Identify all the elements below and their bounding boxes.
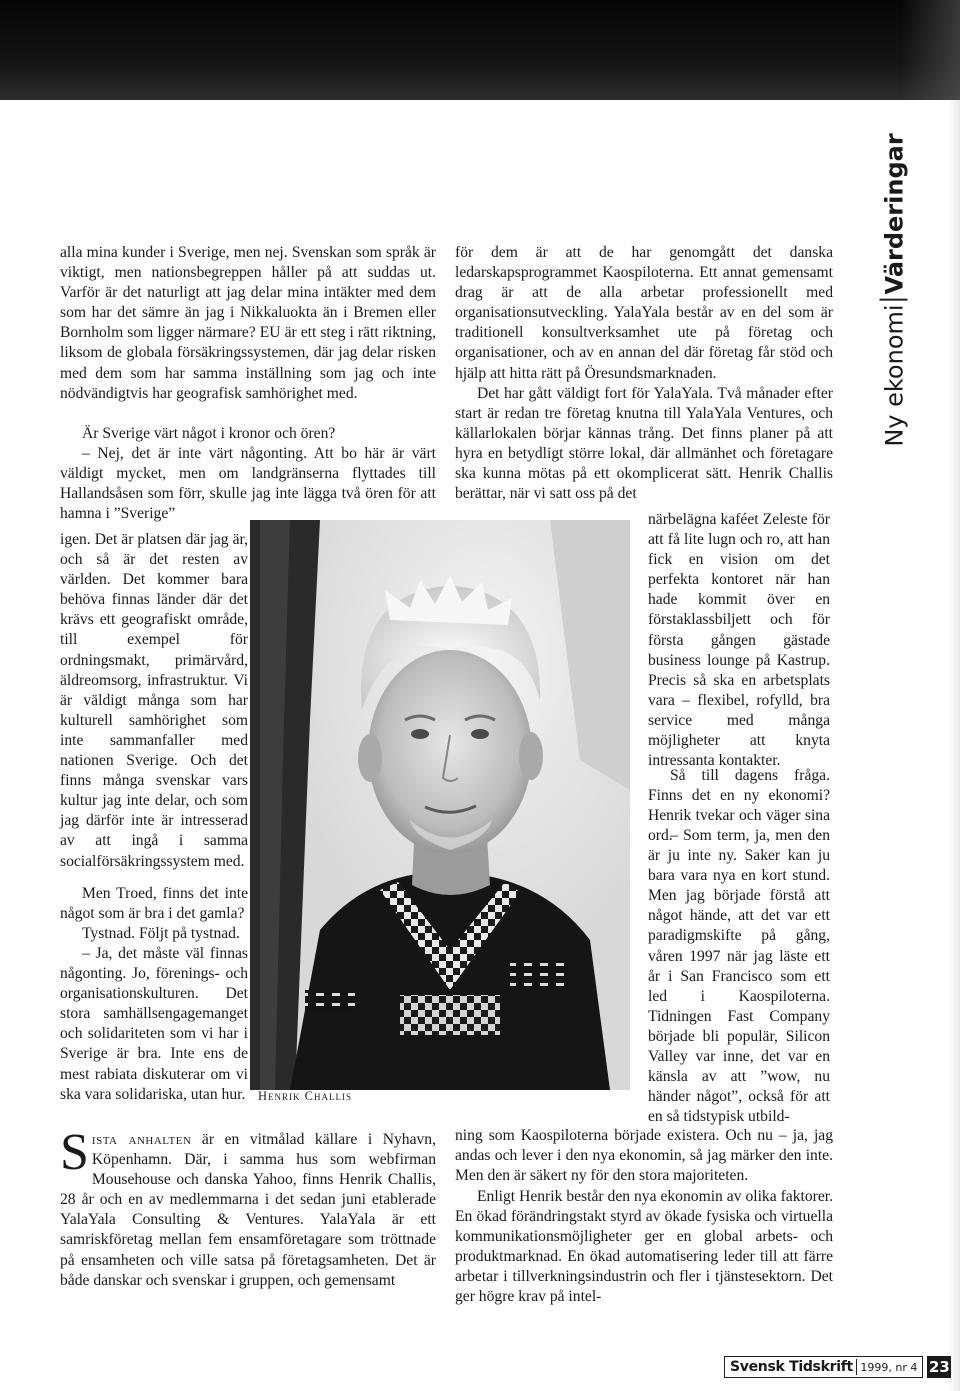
col2-paragraph-2a: Det har gått väldigt fort för YalaYala. Två månader efter start är redan tre företag knutna till YalaYala Ventures, och källarlokalen börjar kännas trång. Det finns planer på att hyra en betydligt större lokal, där allmänhet och företagare ska kunna mötas på ett okomplicerat sätt. Henrik Challis berättar, när vi satt oss på det <box>455 385 833 503</box>
section-label <box>866 133 922 447</box>
col1-paragraph-3a: – Nej, det är inte värt någonting. Att bo här är värt väldigt mycket, men om landgränserna flyttades till Hallandsåsen som förr, skulle jag inte lägga två ören för att hamna i ”Sverige” <box>60 445 436 523</box>
page-edge-shadow <box>948 100 960 1391</box>
col2-paragraph-4b: ning som Kaospiloterna började existera. Och nu – ja, jag andas och lever i den nya ekonomin, så jag märker den inte. Men den är säkert ny för den stora majoriteten. <box>455 1127 833 1185</box>
page-footer <box>724 1355 951 1379</box>
issue-label: 1999, nr 4 <box>860 1360 918 1374</box>
footer-box <box>724 1356 923 1378</box>
drop-cap: S <box>60 1124 89 1181</box>
col2-paragraph-5: Enligt Henrik består den nya ekonomin av olika faktorer. En ökad förändringstakt styrd av ökade fysiska och virtuella kommunikationsmöjligheter ger en global arbets- och produktmarknad. En ökad automatisering leder till att färre arbetar i tillverkningsindustrin och fler i tjänstesektorn. Det ger högre krav på intel- <box>455 1188 833 1306</box>
magazine-name: Svensk Tidskrift <box>730 1359 853 1375</box>
col2-paragraph-1: för dem är att de har genomgått det danska ledarskapsprogrammet Kaospiloterna. Ett annat gemensamt drag är att de alla arbetar professionellt med organisationsutveckling. YalaYala består av en del som är traditionell konsultverksamhet ute på företag och organisationer, och av en annan del där företag får stöd och hjälp att hitta rätt på Öresundsmarknaden. <box>455 244 833 382</box>
col2-paragraph-4a: – Som term, ja, men den är ju inte ny. Saker kan ju bara vara nya en kort stund. Men jag började förstå att något hände, att det var ett paradigmskifte på gång, våren 1997 när jag läste ett år i San Francisco som ett led i Kaospiloterna. Tidningen Fast Company började bli populär, Silicon Valley var inne, det var en känsla av att ”wow, nu händer något”, också för att en så tidstypisk utbild- <box>648 827 830 1126</box>
col1-paragraph-2: Är Sverige värt något i kronor och ören? <box>82 425 336 442</box>
col2-paragraph-2b: närbelägna kaféet Zeleste för att få lite lugn och ro, att han fick en vision om det perfekta kontoret när han hade kommit över en förstaklassbiljett och för första gången gästade business lounge på Kastrup. Precis så ska en arbetsplats vara – flexibel, rofylld, bra service med många möjligheter att knyta intressanta kontakter. <box>648 511 830 770</box>
bottom-intro-text: är en vitmålad källare i Nyhavn, Köpenhamn. Där, i samma hus som webfirman Mousehouse och danska Yahoo, finns Henrik Challis, 28 år och en av medlemmarna i det sedan juni etablerade YalaYala Consulting & Ventures. YalaYala är ett samriskföretag mellan fem ensamföretagare som tröttnade på ensamheten och ville satsa på företagsamheten. Det är både danskar och svenskar i gruppen, och gemensamt <box>60 1131 436 1289</box>
page-number: 23 <box>928 1358 950 1376</box>
col1-paragraph-1: alla mina kunder i Sverige, men nej. Svenskan som språk är viktigt, men nationsbegreppen håller på att suddas ut. Varför är det naturligt att jag delar mina intäkter med dem som har det sämre än jag i Nikkaluokta än i Bremen eller Bornholm som ligger närmare? EU är ett steg i rätt riktning, liksom de globala försäkringssystemen, där jag delar risken med dem som har samma inställning som jag och inte nödvändigtvis har geografisk samhörighet med. <box>60 244 436 402</box>
col1-paragraph-5: Tystnad. Följt på tystnad. <box>82 925 240 942</box>
footer-divider <box>856 1359 858 1375</box>
scan-top-band <box>0 0 960 100</box>
col2-paragraph-3: Så till dagens fråga. Finns det en ny ekonomi? Henrik tvekar och väger sina ord. <box>648 767 830 845</box>
section-label-thin: Ny ekonomi <box>880 304 909 447</box>
photo-caption: Henrik Challis <box>258 1089 352 1103</box>
section-label-bold: Värderingar <box>880 133 909 295</box>
section-label-divider <box>880 298 908 300</box>
bottom-intro-paragraph <box>60 1124 436 1291</box>
col1-paragraph-3b: igen. Det är platsen där jag är, och så är det resten av världen. Det kommer bara behöva finnas länder där det krävs ett geografiskt område, till exempel för ordningsmakt, primärvård, äldreomsorg, infrastruktur. Vi är väldigt många som har kulturell samhörighet som inte sammanfaller med nationen Sverige. Och det finns många svenskar vars kultur jag inte delar, och som jag därför inte är intresserad av att ingå i samma socialförsäkringssystem med. <box>60 531 248 870</box>
lead-smallcaps: ista anhalten <box>91 1131 192 1148</box>
col1-paragraph-6: – Ja, det måste väl finnas någonting. Jo, förenings- och organisationskulturen. Det stora samhällsengagemanget och solidariteten som vi har i Sverige är bra. Inte ens de mest rabiata diskuterar om vi ska vara solidariska, utan hur. <box>60 945 248 1103</box>
col1-paragraph-4: Men Troed, finns det inte något som är bra i det gamla? <box>60 885 248 923</box>
portrait-photo <box>250 520 630 1090</box>
